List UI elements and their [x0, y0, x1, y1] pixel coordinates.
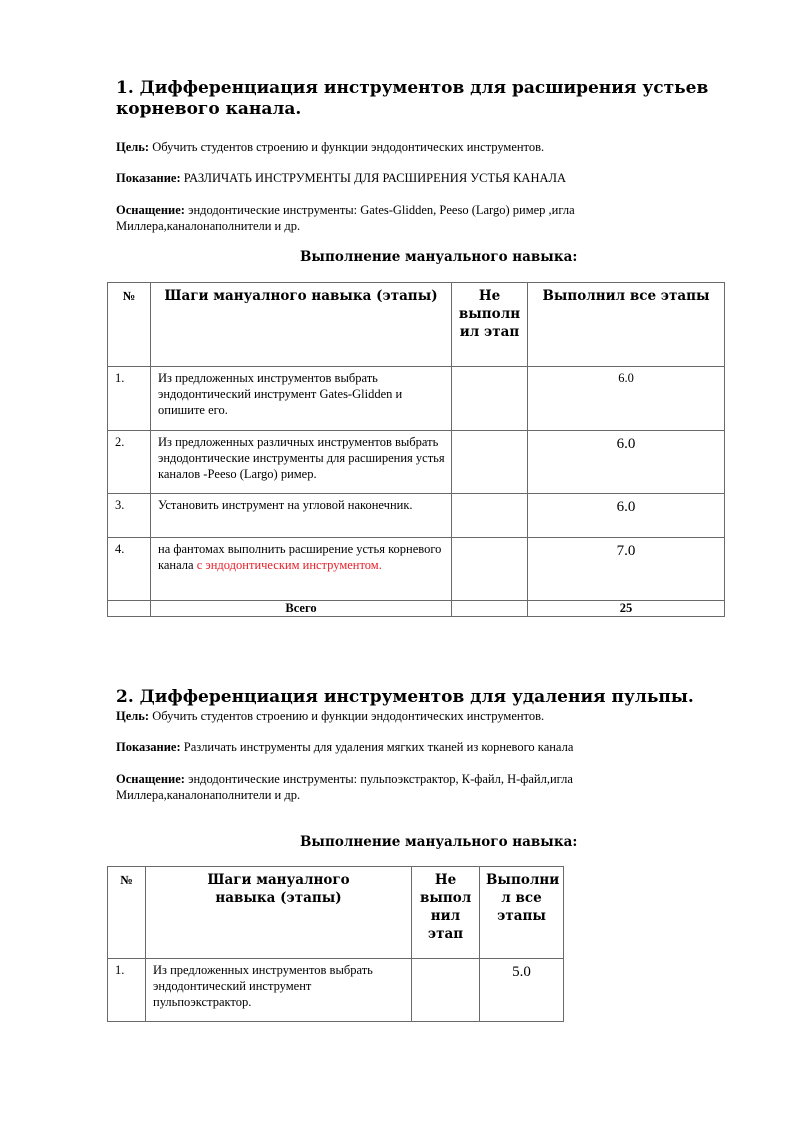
section2-goal — [116, 708, 726, 724]
row-not-done — [452, 538, 528, 601]
total-not-done — [452, 601, 528, 617]
header-not-done: Не выполн ил этап — [452, 283, 528, 367]
section2-title: 2. Дифференциация инструментов для удаления пульпы. — [116, 687, 694, 707]
table-row — [108, 431, 725, 494]
row-done: 6.0 — [528, 367, 725, 431]
section1-title: 1. Дифференциация инструментов для расширения устьев корневого канала. — [116, 78, 709, 119]
row-step: Из предложенных инструментов выбрать эндодонтический инструмент Gates-Glidden и опишите его. — [151, 367, 452, 431]
header-steps: Шаги мануалного навыка (этапы) — [151, 283, 452, 367]
section2-equipment — [116, 771, 636, 803]
row-step: Установить инструмент на угловой наконечник. — [151, 494, 452, 538]
row-not-done — [452, 494, 528, 538]
row-done: 6.0 — [528, 494, 725, 538]
indication-label: Показание: — [116, 740, 181, 754]
row-not-done — [452, 431, 528, 494]
row-step: Из предложенных инструментов выбрать эндодонтический инструмент пульпоэкстрактор. — [146, 959, 412, 1022]
total-value: 25 — [528, 601, 725, 617]
row-num: 1. — [108, 367, 151, 431]
total-label: Всего — [151, 601, 452, 617]
equipment-label: Оснащение: — [116, 203, 185, 217]
header-done: Выполнил все этапы — [528, 283, 725, 367]
indication-text: Различать инструменты для удаления мягких тканей из корневого канала — [180, 740, 574, 754]
equipment-text: эндодонтические инструменты: пульпоэкстрактор, К-файл, Н-файл,игла Миллера,каналонаполнители и др. — [116, 772, 573, 802]
table-row — [108, 367, 725, 431]
section1-indication — [116, 170, 726, 186]
row-num: 3. — [108, 494, 151, 538]
section1-skills-table — [107, 282, 725, 617]
table-row — [108, 538, 725, 601]
table-row — [108, 959, 564, 1022]
section2-table-caption: Выполнение мануального навыка: — [300, 834, 578, 850]
indication-text: РАЗЛИЧАТЬ ИНСТРУМЕНТЫ ДЛЯ РАСШИРЕНИЯ УСТЬЯ КАНАЛА — [180, 171, 567, 185]
section1-goal — [116, 139, 726, 155]
table-header-row — [108, 283, 725, 367]
row-step-red-text: с эндодонтическим инструментом. — [196, 558, 382, 572]
table-row — [108, 494, 725, 538]
row-num: 2. — [108, 431, 151, 494]
header-not-done: Не выпол нил этап — [412, 867, 480, 959]
section2-skills-table — [107, 866, 564, 1022]
total-num — [108, 601, 151, 617]
row-step: на фантомах выполнить расширение устья корневого канала с эндодонтическим инструментом. — [151, 538, 452, 601]
indication-label: Показание: — [116, 171, 181, 185]
header-num: № — [108, 283, 151, 367]
equipment-text: эндодонтические инструменты: Gates-Glidden, Peeso (Largo) ример ,игла Миллера,каналонаполнители и др. — [116, 203, 575, 233]
equipment-label: Оснащение: — [116, 772, 185, 786]
row-done: 5.0 — [480, 959, 564, 1022]
table-header-row — [108, 867, 564, 959]
row-step: Из предложенных различных инструментов выбрать эндодонтические инструменты для расширения устья каналов -Peeso (Largo) ример. — [151, 431, 452, 494]
row-done: 6.0 — [528, 431, 725, 494]
header-done: Выполни л все этапы — [480, 867, 564, 959]
row-done: 7.0 — [528, 538, 725, 601]
header-steps: Шаги мануалного навыка (этапы) — [146, 867, 412, 959]
row-not-done — [452, 367, 528, 431]
section2-indication — [116, 739, 726, 755]
goal-label: Цель: — [116, 709, 150, 723]
header-num: № — [108, 867, 146, 959]
goal-label: Цель: — [116, 140, 150, 154]
row-num: 4. — [108, 538, 151, 601]
goal-text: Обучить студентов строению и функции эндодонтических инструментов. — [149, 709, 545, 723]
section1-equipment — [116, 202, 636, 234]
row-num: 1. — [108, 959, 146, 1022]
table-total-row — [108, 601, 725, 617]
section1-table-caption: Выполнение мануального навыка: — [300, 249, 578, 265]
goal-text: Обучить студентов строению и функции эндодонтических инструментов. — [149, 140, 545, 154]
row-not-done — [412, 959, 480, 1022]
